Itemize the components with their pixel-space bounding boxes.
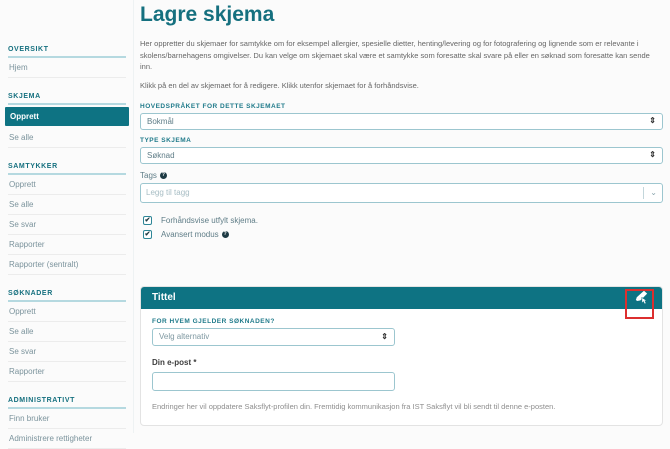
select-arrow-icon: ⇕	[649, 116, 656, 126]
intro-text: Her oppretter du skjemaer for samtykke om for eksempel allergier, spesielle dietter, henting/levering og for fotografering og lignende som er relevante i skolens/barnehagens omgivelser. Du kan velge om skjemaet skal være et samtykke som foresatte skal svare på eller en søknad som foresatte kan sende inn.	[140, 39, 650, 72]
sidebar-section-samtykker	[8, 161, 126, 275]
sidebar-item-finn-bruker[interactable]: Finn bruker	[8, 409, 126, 429]
email-helper-text: Endringer her vil oppdatere Saksflyt-profilen din. Fremtidig kommunikasjon fra IST Saksflyt vil bli sendt til denne e-posten.	[152, 401, 556, 411]
checkbox-avansert-modus[interactable]: ✔	[144, 230, 151, 238]
language-select-value: Bokmål	[147, 116, 174, 126]
target-select-value: Velg alternativ	[159, 332, 210, 342]
language-select[interactable]	[140, 113, 663, 130]
sidebar-header-oversikt: OVERSIKT	[8, 44, 126, 58]
chevron-down-icon: ⌄	[650, 188, 657, 198]
page-title: Lagre skjema	[140, 3, 275, 26]
sidebar-item-soknader-se-svar[interactable]: Se svar	[8, 342, 126, 362]
language-label: HOVEDSPRÅKET FOR DETTE SKJEMAET	[140, 102, 286, 110]
card-title: Tittel	[152, 292, 176, 304]
sidebar-section-soknader	[8, 288, 126, 382]
sidebar-item-soknader-opprett[interactable]: Opprett	[8, 302, 126, 322]
target-label: FOR HVEM GJELDER SØKNADEN?	[152, 317, 275, 325]
sidebar-item-samtykker-rapporter[interactable]: Rapporter	[8, 235, 126, 255]
intro-hint-text: Klikk på en del av skjemaet for å redigere. Klikk utenfor skjemaet for å forhåndsvise.	[140, 80, 419, 90]
type-label: TYPE SKJEMA	[140, 136, 192, 144]
field-tags	[140, 171, 663, 203]
tags-input-wrap	[140, 183, 663, 203]
sidebar-item-samtykker-se-alle[interactable]: Se alle	[8, 195, 126, 215]
field-type	[140, 137, 663, 164]
check-row-avansert	[143, 230, 663, 239]
tags-label: Tags	[140, 170, 157, 180]
card-body	[141, 309, 662, 425]
help-icon[interactable]: ?	[223, 230, 227, 237]
sidebar-header-administrativt: ADMINISTRATIVT	[8, 395, 126, 409]
sidebar-section-skjema	[8, 91, 126, 148]
sidebar-item-skjema-se-alle[interactable]: Se alle	[8, 128, 126, 148]
sidebar-item-samtykker-rapporter-sentralt[interactable]: Rapporter (sentralt)	[8, 255, 126, 275]
type-select-value: Søknad	[147, 150, 175, 160]
cursor-hand-icon	[641, 298, 646, 305]
type-select[interactable]	[140, 147, 663, 164]
sidebar-section-oversikt	[8, 44, 126, 78]
select-arrow-icon: ⇕	[381, 331, 388, 341]
form-section-card	[140, 286, 663, 426]
checkbox-avansert-modus-label: Avansert modus	[161, 229, 219, 239]
sidebar-header-skjema: SKJEMA	[8, 91, 126, 105]
sidebar-item-soknader-se-alle[interactable]: Se alle	[8, 322, 126, 342]
tags-dropdown-toggle[interactable]	[643, 187, 657, 199]
card-header-tittel[interactable]	[141, 287, 662, 309]
email-input[interactable]	[152, 372, 395, 391]
checkbox-forhandsvise[interactable]: ✔	[144, 216, 151, 224]
help-icon[interactable]: ?	[161, 171, 165, 178]
sidebar	[0, 0, 134, 443]
field-language	[140, 103, 663, 130]
sidebar-item-samtykker-opprett[interactable]: Opprett	[8, 175, 126, 195]
edit-pencil-icon[interactable]	[631, 290, 651, 306]
tags-input[interactable]	[146, 188, 643, 197]
checkbox-forhandsvise-label: Forhåndsvise utfylt skjema.	[161, 215, 258, 225]
sidebar-item-administrere-rettigheter[interactable]: Administrere rettigheter	[8, 429, 126, 449]
sidebar-item-samtykker-se-svar[interactable]: Se svar	[8, 215, 126, 235]
sidebar-section-administrativt	[8, 395, 126, 449]
main-content	[140, 0, 663, 433]
check-row-forhandsvise	[143, 216, 663, 225]
sidebar-header-soknader: SØKNADER	[8, 288, 126, 302]
edit-pencil-glyph	[633, 289, 650, 306]
checkbox-group	[143, 216, 663, 239]
email-label: Din e-post *	[152, 357, 197, 367]
target-select[interactable]	[152, 328, 395, 346]
sidebar-header-samtykker: SAMTYKKER	[8, 161, 126, 175]
select-arrow-icon: ⇕	[649, 150, 656, 160]
sidebar-item-soknader-rapporter[interactable]: Rapporter	[8, 362, 126, 382]
sidebar-item-skjema-opprett[interactable]: Opprett	[5, 107, 129, 126]
sidebar-item-hjem[interactable]: Hjem	[8, 58, 126, 78]
